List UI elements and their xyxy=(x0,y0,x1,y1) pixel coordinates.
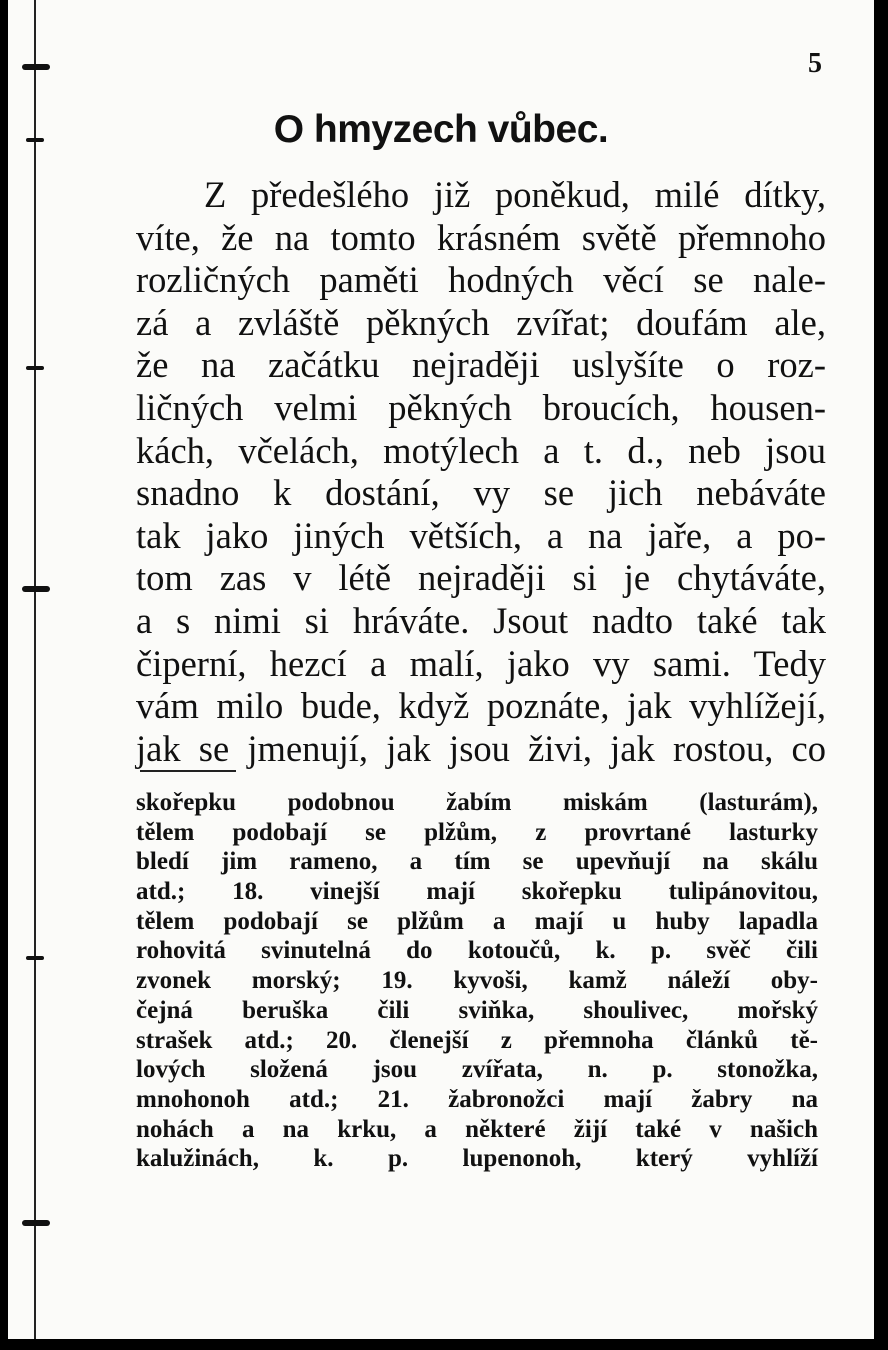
binding-mark xyxy=(26,956,44,960)
binding-mark xyxy=(22,1220,50,1226)
footnote-line: mnohonoh atd.; 21. žabronožci mají žabry na xyxy=(136,1085,818,1113)
body-line: a s nimi si hráváte. Jsout nadto také tak xyxy=(136,599,826,641)
body-text xyxy=(136,174,826,770)
binding-mark xyxy=(26,366,44,370)
body-line: zá a zvláště pěkných zvířat; doufám ale, xyxy=(136,301,826,343)
binding-mark xyxy=(22,64,50,70)
footnote-line: tělem podobají se plžům, z provrtané lasturky xyxy=(136,818,818,846)
body-line: že na začátku nejraději uslyšíte o roz- xyxy=(136,344,826,386)
footnote-line: tělem podobají se plžům a mají u huby lapadla xyxy=(136,907,818,935)
body-line: vám milo bude, když poznáte, jak vyhlížejí, xyxy=(136,685,826,727)
footnote-line: kalužinách, k. p. lupenonoh, který vyhlíží xyxy=(136,1145,818,1173)
body-line: snadno k dostání, vy se jich nebáváte xyxy=(136,472,826,514)
footnote-line: skořepku podobnou žabím miskám (lasturám), xyxy=(136,789,818,816)
page-number: 5 xyxy=(808,48,822,79)
footnote-divider xyxy=(140,770,236,772)
section-title: O hmyzech vůbec. xyxy=(273,108,609,151)
footnote-line: rohovitá svinutelná do kotoučů, k. p. svěč čili xyxy=(136,937,818,965)
footnote-line: bledí jim rameno, a tím se upevňují na skálu xyxy=(136,848,818,876)
body-line: víte, že na tomto krásném světě přemnoho xyxy=(136,216,826,258)
binding-margin-line xyxy=(34,0,36,1339)
footnote-line: čejná beruška čili sviňka, shoulivec, mořský xyxy=(136,996,818,1024)
footnote-line: atd.; 18. vinejší mají skořepku tulipánovitou, xyxy=(136,878,818,906)
footnote-line: nohách a na krku, a některé žijí také v našich xyxy=(136,1115,818,1143)
book-page xyxy=(8,0,874,1339)
body-line: čiperní, hezcí a malí, jako vy sami. Tedy xyxy=(136,642,826,684)
body-line: jak se jmenují, jak jsou živi, jak rostou, co xyxy=(136,727,826,769)
body-line: rozličných paměti hodných věcí se nale- xyxy=(136,259,826,301)
body-line: Z předešlého již poněkud, milé dítky, xyxy=(204,174,826,215)
body-line: tom zas v létě nejraději si je chytáváte, xyxy=(136,557,826,599)
body-line: kách, včelách, motýlech a t. d., neb jsou xyxy=(136,429,826,471)
binding-mark xyxy=(22,586,50,592)
footnote-text xyxy=(136,788,818,1174)
body-line: ličných velmi pěkných broucích, housen- xyxy=(136,386,826,428)
footnote-line: zvonek morský; 19. kyvoši, kamž náleží oby- xyxy=(136,967,818,995)
body-line: tak jako jiných větších, a na jaře, a po- xyxy=(136,514,826,556)
footnote-line: strašek atd.; 20. členejší z přemnoha článků tě- xyxy=(136,1026,818,1054)
footnote-line: lových složená jsou zvířata, n. p. stonožka, xyxy=(136,1056,818,1084)
